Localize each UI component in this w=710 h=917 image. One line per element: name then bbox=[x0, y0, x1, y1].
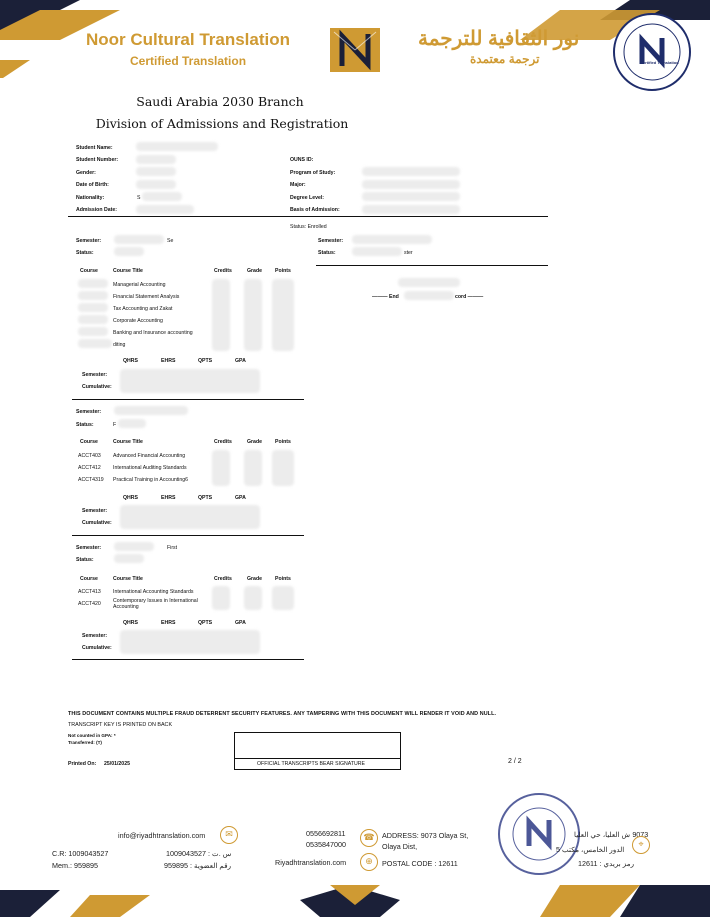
nationality-label: Nationality: bbox=[76, 195, 105, 201]
right-semester-label: Semester: bbox=[318, 238, 344, 244]
security-notice: THIS DOCUMENT CONTAINS MULTIPLE FRAUD DETERRENT SECURITY FEATURES. ANY TAMPERING WITH THIS DOCUMENT WILL RENDER IT VOID AND NULL. bbox=[68, 711, 497, 717]
sem3-semester-label: Semester: bbox=[76, 545, 102, 551]
noor-logo-icon bbox=[330, 28, 380, 72]
certified-seal-icon bbox=[612, 12, 692, 92]
envelope-icon: ✉ bbox=[220, 826, 238, 844]
dob-label: Date of Birth: bbox=[76, 182, 109, 188]
sem1-semester-value: Se bbox=[167, 238, 174, 244]
redacted-field bbox=[118, 419, 146, 428]
redacted-field bbox=[352, 235, 432, 244]
col-points: Points bbox=[275, 268, 291, 274]
redacted-field bbox=[244, 279, 262, 351]
divider bbox=[72, 535, 304, 536]
sem2-course-title: Advanced Financial Accounting bbox=[113, 453, 186, 459]
redacted-field bbox=[362, 167, 460, 176]
redacted-field bbox=[114, 247, 144, 256]
redacted-field bbox=[78, 303, 108, 312]
company-stamp-icon bbox=[497, 792, 581, 876]
divider bbox=[316, 265, 548, 266]
redacted-field bbox=[398, 278, 460, 287]
col-qpts: QPTS bbox=[198, 620, 213, 626]
address-line-1: ADDRESS: 9073 Olaya St, bbox=[382, 831, 469, 840]
transcript-key-note: TRANSCRIPT KEY IS PRINTED ON BACK bbox=[68, 722, 173, 728]
admission-date-label: Admission Date: bbox=[76, 207, 117, 213]
membership-number-ar: رقم العضوية : 959895 bbox=[164, 861, 232, 870]
phone-2[interactable]: 0535847000 bbox=[306, 840, 346, 849]
division-title: Division of Admissions and Registration bbox=[95, 116, 349, 131]
redacted-field bbox=[120, 369, 260, 393]
col-ehrs: EHRS bbox=[161, 495, 176, 501]
brand-name-ar: نور الثقافية للترجمة bbox=[418, 28, 580, 50]
redacted-field bbox=[136, 180, 176, 189]
col-qpts: QPTS bbox=[198, 495, 213, 501]
redacted-field bbox=[114, 235, 164, 244]
nationality-value: S bbox=[137, 195, 141, 201]
sem3-course-title: International Accounting Standards bbox=[113, 589, 194, 595]
program-label: Program of Study: bbox=[290, 170, 336, 176]
address-line-2: Olaya Dist, bbox=[382, 842, 418, 851]
student-name-label: Student Name: bbox=[76, 145, 113, 151]
redacted-field bbox=[212, 279, 230, 351]
sem1-status-label: Status: bbox=[76, 250, 94, 256]
divider bbox=[72, 659, 304, 660]
major-label: Major: bbox=[290, 182, 306, 188]
footer-band bbox=[0, 880, 710, 917]
divider bbox=[72, 399, 304, 400]
sem2-course-title: Practical Training in Accounting6 bbox=[113, 477, 188, 483]
ouns-id-label: OUNS ID: bbox=[290, 157, 314, 163]
col-course-title: Course Title bbox=[113, 576, 143, 582]
sem1-course-title: Banking and Insurance accounting bbox=[113, 330, 193, 336]
sem3-totals-semester: Semester: bbox=[82, 633, 108, 639]
end-of-record-right: cord ——— bbox=[455, 294, 484, 300]
sem2-course-code: ACCT403 bbox=[78, 453, 101, 459]
sem2-status-label: Status: bbox=[76, 422, 94, 428]
phone-icon: ☎ bbox=[360, 829, 378, 847]
redacted-field bbox=[136, 167, 176, 176]
redacted-field bbox=[114, 406, 188, 415]
redacted-field bbox=[114, 554, 144, 563]
col-grade: Grade bbox=[247, 576, 262, 582]
col-points: Points bbox=[275, 439, 291, 445]
divider bbox=[68, 216, 548, 217]
redacted-field bbox=[272, 450, 294, 486]
col-gpa: GPA bbox=[235, 358, 246, 364]
redacted-field bbox=[244, 450, 262, 486]
sem3-semester-value: First bbox=[167, 545, 178, 551]
degree-level-label: Degree Level: bbox=[290, 195, 325, 201]
col-qhrs: QHRS bbox=[123, 495, 138, 501]
cr-number: C.R: 1009043527 bbox=[52, 849, 109, 858]
redacted-field bbox=[362, 180, 460, 189]
redacted-field bbox=[78, 315, 108, 324]
end-of-record-left: ——— End bbox=[372, 294, 399, 300]
address-ar-1: 9073 ش العليا، حي العليا bbox=[574, 830, 649, 839]
col-gpa: GPA bbox=[235, 495, 246, 501]
basis-label: Basis of Admission: bbox=[290, 207, 340, 213]
redacted-field bbox=[78, 291, 108, 300]
cr-number-ar: س .ت : 1009043527 bbox=[166, 849, 232, 858]
sem2-totals-semester: Semester: bbox=[82, 508, 108, 514]
sem1-course-title: Financial Statement Analysis bbox=[113, 294, 180, 300]
sem1-course-title: diting bbox=[113, 342, 126, 348]
sem2-course-code: ACCT4319 bbox=[78, 477, 104, 483]
sem1-course-title: Tax Accounting and Zakat bbox=[113, 306, 173, 312]
printed-on-value: 25/01/2025 bbox=[104, 761, 130, 767]
col-points: Points bbox=[275, 576, 291, 582]
address-ar-2: الدور الخامس، مكتب 5 bbox=[556, 845, 625, 854]
sem1-course-title: Corporate Accounting bbox=[113, 318, 163, 324]
email-link[interactable]: info@riyadhtranslation.com bbox=[118, 831, 206, 840]
col-credits: Credits bbox=[214, 576, 232, 582]
branch-title: Saudi Arabia 2030 Branch bbox=[136, 94, 304, 109]
redacted-field bbox=[352, 247, 402, 256]
gender-label: Gender: bbox=[76, 170, 96, 176]
col-course: Course bbox=[80, 576, 98, 582]
globe-icon: ⊕ bbox=[360, 853, 378, 871]
brand-subtitle-ar: ترجمة معتمدة bbox=[470, 52, 540, 66]
col-qhrs: QHRS bbox=[123, 620, 138, 626]
sem2-totals-cumulative: Cumulative: bbox=[82, 520, 112, 526]
col-grade: Grade bbox=[247, 268, 262, 274]
col-credits: Credits bbox=[214, 268, 232, 274]
redacted-field bbox=[136, 205, 194, 214]
sem3-totals-cumulative: Cumulative: bbox=[82, 645, 112, 651]
col-qpts: QPTS bbox=[198, 358, 213, 364]
redacted-field bbox=[120, 505, 260, 529]
col-grade: Grade bbox=[247, 439, 262, 445]
gpa-note: Not counted in GPA: * bbox=[68, 733, 116, 738]
sem1-course-title: Managerial Accounting bbox=[113, 282, 166, 288]
col-qhrs: QHRS bbox=[123, 358, 138, 364]
transferred-note: Transferred: (T) bbox=[68, 740, 102, 745]
redacted-field bbox=[114, 542, 154, 551]
redacted-field bbox=[272, 279, 294, 351]
postal-code: POSTAL CODE : 12611 bbox=[382, 859, 458, 868]
col-course-title: Course Title bbox=[113, 439, 143, 445]
sem3-status-label: Status: bbox=[76, 557, 94, 563]
redacted-field bbox=[142, 192, 182, 201]
col-course: Course bbox=[80, 439, 98, 445]
sem1-totals-semester: Semester: bbox=[82, 372, 108, 378]
col-credits: Credits bbox=[214, 439, 232, 445]
sem3-course-code: ACCT420 bbox=[78, 601, 101, 607]
sem2-course-title: International Auditing Standards bbox=[113, 465, 187, 471]
redacted-field bbox=[78, 327, 108, 336]
redacted-field bbox=[120, 630, 260, 654]
printed-on-label: Printed On: bbox=[68, 761, 97, 767]
website-link[interactable]: Riyadhtranslation.com bbox=[275, 858, 347, 867]
col-course-title: Course Title bbox=[113, 268, 143, 274]
brand-name-en: Noor Cultural Translation bbox=[86, 30, 291, 49]
student-number-label: Student Number: bbox=[76, 157, 119, 163]
page-number: 2 / 2 bbox=[508, 758, 522, 765]
right-status-value: ster bbox=[404, 250, 413, 256]
brand-subtitle-en: Certified Translation bbox=[130, 54, 247, 68]
seal-caption: Certified Translation bbox=[640, 60, 679, 65]
redacted-field bbox=[212, 586, 230, 610]
col-ehrs: EHRS bbox=[161, 620, 176, 626]
sem2-status-value: F bbox=[113, 422, 117, 428]
membership-number: Mem.: 959895 bbox=[52, 861, 98, 870]
location-pin-icon: ⌖ bbox=[632, 836, 650, 854]
postal-ar: رمز بريدي : 12611 bbox=[578, 859, 635, 868]
redacted-field bbox=[362, 192, 460, 201]
redacted-field bbox=[272, 586, 294, 610]
redacted-field bbox=[136, 142, 218, 151]
redacted-field bbox=[136, 155, 176, 164]
sem2-semester-label: Semester: bbox=[76, 409, 102, 415]
redacted-field bbox=[212, 450, 230, 486]
phone-1[interactable]: 0556692811 bbox=[306, 829, 346, 838]
redacted-field bbox=[78, 279, 108, 288]
signature-caption: OFFICIAL TRANSCRIPTS BEAR SIGNATURE bbox=[257, 761, 365, 767]
sem1-totals-cumulative: Cumulative: bbox=[82, 384, 112, 390]
col-course: Course bbox=[80, 268, 98, 274]
sem2-course-code: ACCT412 bbox=[78, 465, 101, 471]
right-status-label: Status: bbox=[318, 250, 336, 256]
sem1-semester-label: Semester: bbox=[76, 238, 102, 244]
signature-line bbox=[234, 758, 401, 759]
col-gpa: GPA bbox=[235, 620, 246, 626]
enrollment-status: Status: Enrolled bbox=[290, 224, 327, 230]
redacted-field bbox=[78, 339, 112, 348]
redacted-field bbox=[244, 586, 262, 610]
redacted-field bbox=[404, 291, 454, 300]
sem3-course-code: ACCT413 bbox=[78, 589, 101, 595]
col-ehrs: EHRS bbox=[161, 358, 176, 364]
redacted-field bbox=[362, 205, 460, 214]
sem3-course-title: Contemporary Issues in International Accounting bbox=[113, 598, 198, 610]
